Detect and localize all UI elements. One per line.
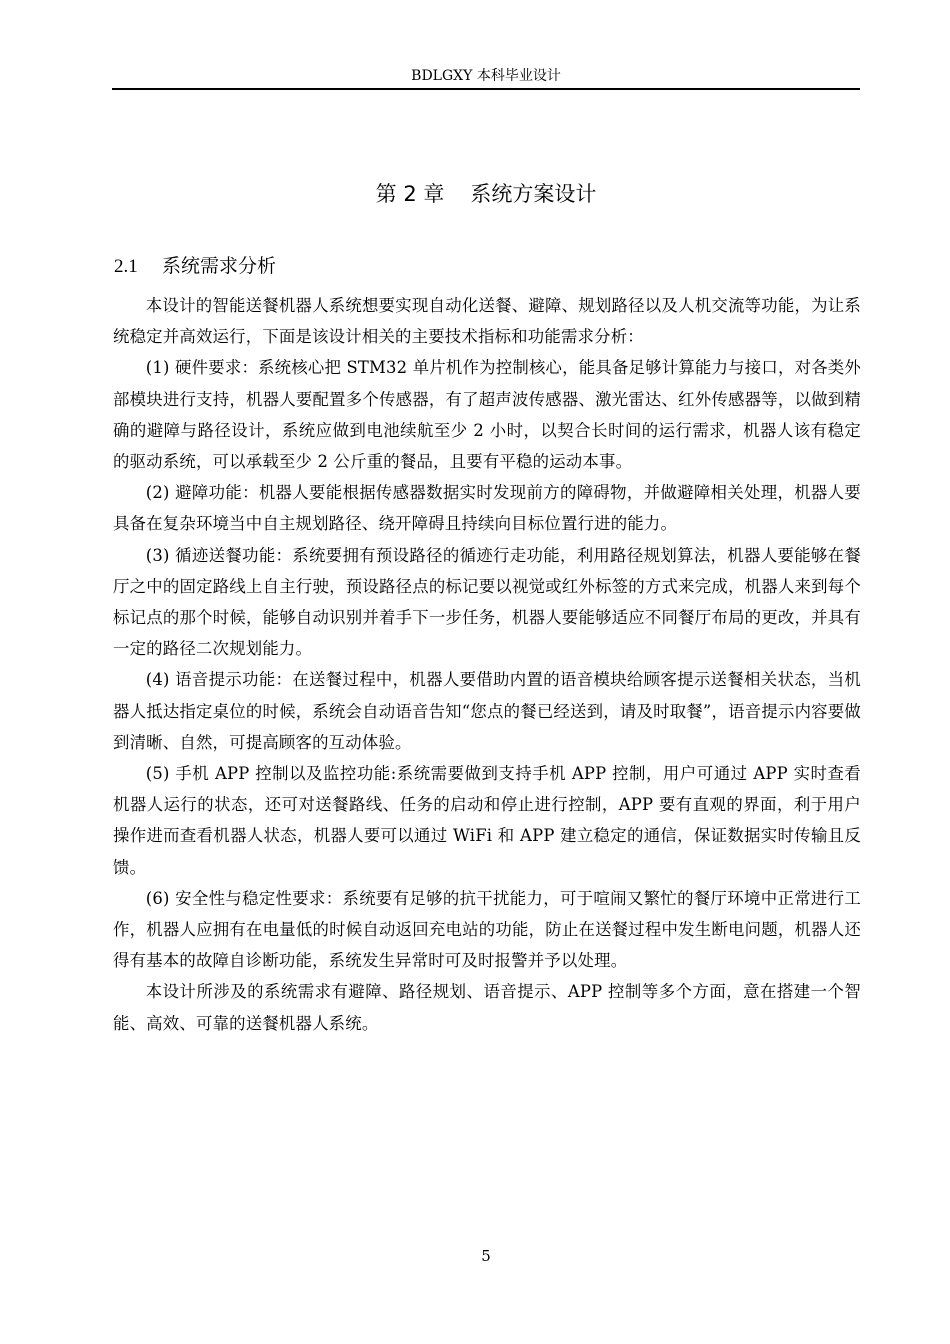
paragraph-voice: (4) 语音提示功能：在送餐过程中，机器人要借助内置的语音模块给顾客提示送餐相关状态，当机器人抵达指定桌位的时候，系统会自动语音告知“您点的餐已经送到，请及时取餐”，语音提示内容要做到清晰、自然，可提高顾客的互动体验。	[113, 670, 861, 752]
chapter-name: 系统方案设计	[470, 182, 597, 206]
chapter-title	[112, 178, 860, 210]
page-number: 5	[481, 1247, 491, 1265]
paragraph-hardware: (1) 硬件要求：系统核心把 STM32 单片机作为控制核心，能具备足够计算能力与接口，对各类外部模块进行支持，机器人要配置多个传感器，有了超声波传感器、激光雷达、红外传感器等，以做到精确的避障与路径设计，系统应做到电池续航至少 2 小时，以契合长时间的运行需求，机器人该有稳定的驱动系统，可以承载至少 2 公斤重的餐品，且要有平稳的运动本事。	[113, 358, 861, 472]
paragraph-summary: 本设计所涉及的系统需求有避障、路径规划、语音提示、APP 控制等多个方面，意在搭建一个智能、高效、可靠的送餐机器人系统。	[113, 982, 861, 1033]
body-text	[113, 290, 861, 1039]
paragraph-app: (5) 手机 APP 控制以及监控功能:系统需要做到支持手机 APP 控制，用户可通过 APP 实时查看机器人运行的状态，还可对送餐路线、任务的启动和停止进行控制，APP 要有直观的界面，利于用户操作进而查看机器人状态，机器人要可以通过 WiFi 和 APP 建立稳定的通信，保证数据实时传输且反馈。	[113, 764, 861, 877]
section-title: 系统需求分析	[162, 255, 277, 277]
paragraph-tracking: (3) 循迹送餐功能：系统要拥有预设路径的循迹行走功能，利用路径规划算法，机器人要能够在餐厅之中的固定路线上自主行驶，预设路径点的标记要以视觉或红外标签的方式来完成，机器人来到每个标记点的那个时候，能够自动识别并着手下一步任务，机器人要能够适应不同餐厅布局的更改，并具有一定的路径二次规划能力。	[113, 545, 861, 659]
section-number: 2.1	[114, 256, 138, 277]
section-heading	[114, 252, 276, 281]
paragraph-obstacle: (2) 避障功能：机器人要能根据传感器数据实时发现前方的障碍物，并做避障相关处理，机器人要具备在复杂环境当中自主规划路径、绕开障碍且持续向目标位置行进的能力。	[113, 483, 861, 534]
paragraph-safety: (6) 安全性与稳定性要求：系统要有足够的抗干扰能力，可于喧闹又繁忙的餐厅环境中正常进行工作，机器人应拥有在电量低的时候自动返回充电站的功能，防止在送餐过程中发生断电问题，机器人还得有基本的故障自诊断功能，系统发生异常时可及时报警并予以处理。	[113, 888, 861, 971]
chapter-number: 第 2 章	[375, 182, 445, 206]
paragraph-intro: 本设计的智能送餐机器人系统想要实现自动化送餐、避障、规划路径以及人机交流等功能，为让系统稳定并高效运行，下面是该设计相关的主要技术指标和功能需求分析：	[113, 296, 861, 347]
running-header: BDLGXY 本科毕业设计	[411, 68, 561, 84]
header-rule	[112, 88, 860, 90]
